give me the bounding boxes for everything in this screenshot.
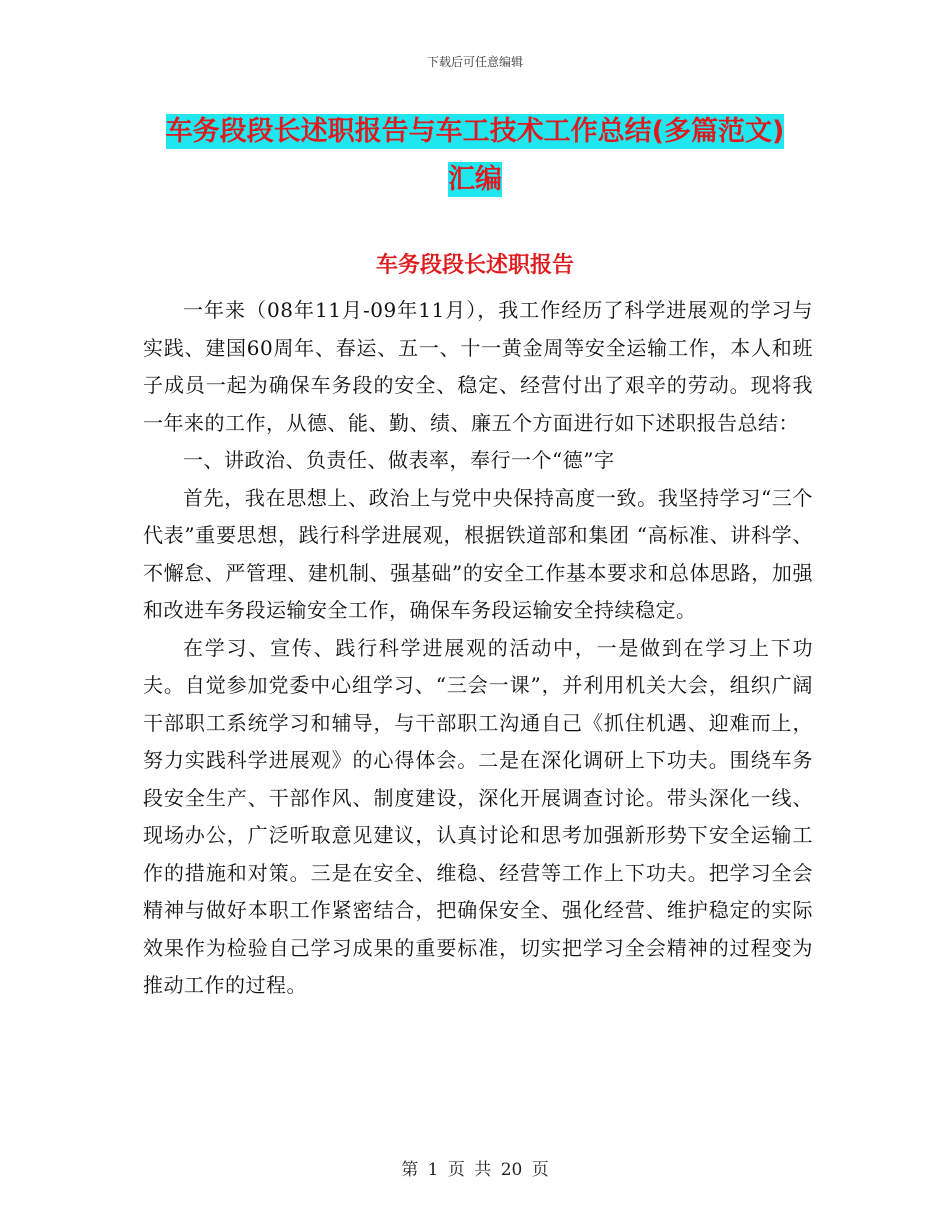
- page-number: 第 1 页 共 20 页: [401, 1160, 549, 1180]
- page-header-note: 下载后可任意编辑: [426, 55, 523, 69]
- document-title: [100, 108, 850, 204]
- paragraph-study: 在学习、宣传、践行科学进展观的活动中，一是做到在学习上下功夫。自觉参加党委中心组学习、“三会一课”，并利用机关大会，组织广阔干部职工系统学习和辅导，与干部职工沟通自己《抓住机遇、迎难而上，努力实践科学进展观》的心得体会。二是在深化调研上下功夫。围绕车务段安全生产、干部作风、制度建设，深化开展调查讨论。带头深化一线、现场办公，广泛听取意见建议，认真讨论和思考加强新形势下安全运输工作的措施和对策。三是在安全、维稳、经营等工作上下功夫。把学习全会精神与做好本职工作紧密结合，把确保安全、强化经营、维护稳定的实际效果作为检验自己学习成果的重要标准，切实把学习全会精神的过程变为推动工作的过程。: [143, 635, 813, 997]
- document-body: [143, 292, 813, 1005]
- document-title-line-1: 车务段段长述职报告与车工技术工作总结(多篇范文): [165, 116, 785, 147]
- paragraph-heading-de: 一、讲政治、负责任、做表率，奉行一个“德”字: [183, 448, 615, 472]
- document-title-line-2: 汇编: [448, 164, 502, 195]
- section-title: 车务段段长述职报告: [375, 253, 574, 278]
- paragraph-intro: 一年来（08年11月-09年11月），我工作经历了科学进展观的学习与实践、建国60周年、春运、五一、十一黄金周等安全运输工作，本人和班子成员一起为确保车务段的安全、稳定、经营付出了艰辛的劳动。现将我一年来的工作，从德、能、勤、绩、廉五个方面进行如下述职报告总结：: [143, 298, 813, 435]
- paragraph-first: 首先，我在思想上、政治上与党中央保持高度一致。我坚持学习“三个代表”重要思想，践行科学进展观，根据铁道部和集团 “高标准、讲科学、不懈怠、严管理、建机制、强基础”的安全工作基本要求和总体思路，加强和改进车务段运输安全工作，确保车务段运输安全持续稳定。: [143, 485, 813, 622]
